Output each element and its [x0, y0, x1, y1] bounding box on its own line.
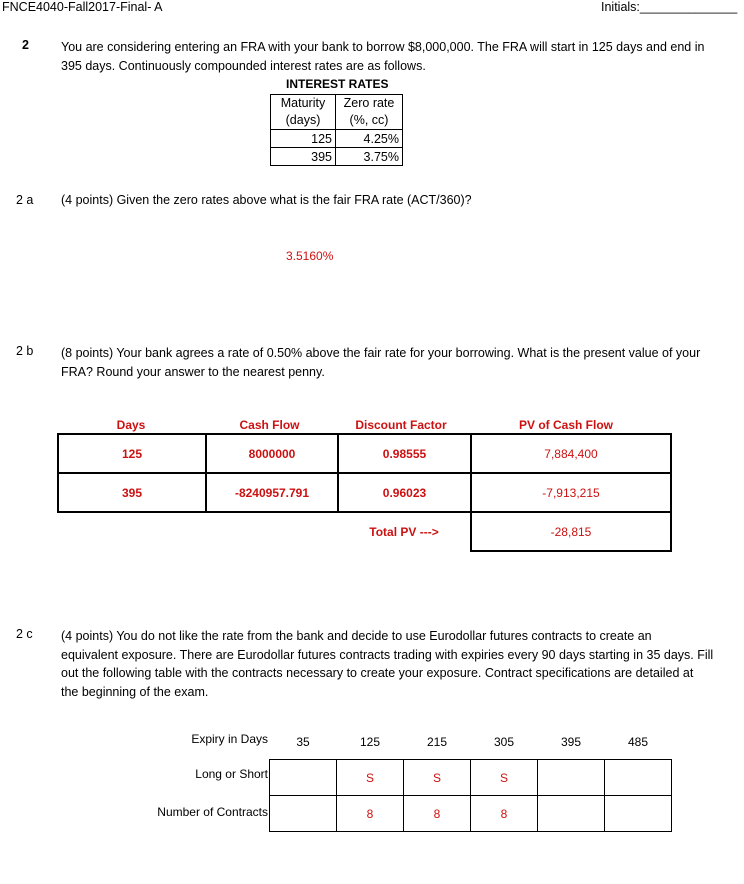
initials-text: Initials:	[601, 0, 640, 14]
futures-contracts-cell[interactable]: 8	[471, 796, 538, 832]
question-2b-line-2: FRA? Round your answer to the nearest penny.	[61, 365, 325, 379]
pv-header-discount: Discount Factor	[355, 418, 447, 432]
futures-label-long-short: Long or Short	[195, 767, 268, 781]
question-2c-label: 2 c	[16, 627, 33, 641]
futures-contracts-cell[interactable]: 8	[404, 796, 471, 832]
question-2c-text	[61, 627, 713, 701]
pv-total-value: -28,815	[471, 512, 671, 551]
futures-contracts-cell[interactable]	[538, 796, 605, 832]
question-2c-line-2: equivalent exposure. There are Eurodollar futures contracts trading with expiries every 90 days starting in 35 days. Fill	[61, 647, 714, 662]
rates-col1-header	[271, 95, 336, 130]
rates-col2-head2: (%, cc)	[349, 113, 389, 127]
rates-rate: 4.25%	[336, 130, 403, 148]
futures-contracts-cell[interactable]	[270, 796, 337, 832]
futures-label-contracts: Number of Contracts	[157, 805, 268, 819]
interest-rates-table	[270, 94, 403, 166]
pv-table	[57, 433, 672, 552]
initials-label	[601, 0, 737, 14]
pv-total-row	[58, 512, 671, 551]
futures-contracts-cell[interactable]	[605, 796, 672, 832]
rates-days: 125	[271, 130, 336, 148]
question-2-text	[61, 38, 704, 76]
question-2-line-1: You are considering entering an FRA with your bank to borrow $8,000,000. The FRA will start in 125 days and end in	[61, 40, 705, 54]
futures-contracts-row	[270, 796, 672, 832]
pv-days: 395	[58, 473, 206, 512]
pv-total-label: Total PV --->	[369, 525, 439, 539]
futures-expiry-row	[270, 724, 672, 760]
futures-expiry: 395	[560, 734, 582, 749]
rates-col1-head1: Maturity	[280, 96, 326, 110]
futures-expiry: 485	[627, 734, 649, 749]
question-2b-line-1: (8 points) Your bank agrees a rate of 0.50% above the fair rate for your borrowing. What is the present value of your	[61, 346, 701, 360]
rates-table-title: INTEREST RATES	[286, 77, 389, 91]
question-2b-text	[61, 344, 700, 382]
futures-long-short-cell[interactable]	[538, 760, 605, 796]
futures-expiry: 125	[359, 734, 381, 749]
futures-long-short-row	[270, 760, 672, 796]
pv-row	[58, 434, 671, 473]
futures-expiry: 305	[493, 734, 515, 749]
question-2b-label: 2 b	[16, 344, 34, 358]
futures-long-short-cell[interactable]	[605, 760, 672, 796]
question-2c-line-3: out the following table with the contracts necessary to create your exposure. Contract specifications are detailed at	[61, 666, 694, 680]
pv-row	[58, 473, 671, 512]
question-2c-line-4: the beginning of the exam.	[61, 684, 209, 699]
futures-label-expiry: Expiry in Days	[191, 732, 268, 746]
futures-expiry: 35	[296, 734, 310, 749]
pv-discount: 0.98555	[338, 434, 471, 473]
pv-header-pv: PV of Cash Flow	[518, 418, 613, 432]
fra-rate-answer: 3.5160%	[286, 249, 334, 263]
rates-col1-head2: (days)	[285, 113, 321, 127]
question-2a-text: (4 points) Given the zero rates above what is the fair FRA rate (ACT/360)?	[61, 193, 472, 207]
rates-days: 395	[271, 148, 336, 166]
pv-header-cashflow: Cash Flow	[239, 418, 300, 432]
futures-expiry: 215	[426, 734, 448, 749]
futures-long-short-cell[interactable]	[270, 760, 337, 796]
futures-long-short-cell[interactable]: S	[471, 760, 538, 796]
question-2-line-2: 395 days. Continuously compounded interest rates are as follows.	[61, 59, 426, 73]
rates-rate: 3.75%	[336, 148, 403, 166]
futures-contracts-cell[interactable]: 8	[337, 796, 404, 832]
rates-col2-header	[336, 95, 403, 130]
rates-col2-head1: Zero rate	[343, 96, 395, 110]
pv-value: 7,884,400	[471, 434, 671, 473]
rates-row	[271, 130, 403, 148]
rates-row	[271, 148, 403, 166]
pv-header-days: Days	[116, 418, 146, 432]
pv-value: -7,913,215	[471, 473, 671, 512]
question-number: 2	[22, 38, 29, 52]
pv-days: 125	[58, 434, 206, 473]
pv-discount: 0.96023	[338, 473, 471, 512]
question-2c-line-1: (4 points) You do not like the rate from the bank and decide to use Eurodollar futures contracts to create an	[61, 629, 652, 643]
pv-cashflow: 8000000	[206, 434, 338, 473]
futures-long-short-cell[interactable]: S	[404, 760, 471, 796]
initials-line: ______________	[639, 0, 738, 14]
futures-table	[269, 724, 672, 832]
exam-title: FNCE4040-Fall2017-Final- A	[2, 0, 163, 14]
question-2a-label: 2 a	[16, 193, 34, 207]
pv-cashflow: -8240957.791	[206, 473, 338, 512]
futures-long-short-cell[interactable]: S	[337, 760, 404, 796]
